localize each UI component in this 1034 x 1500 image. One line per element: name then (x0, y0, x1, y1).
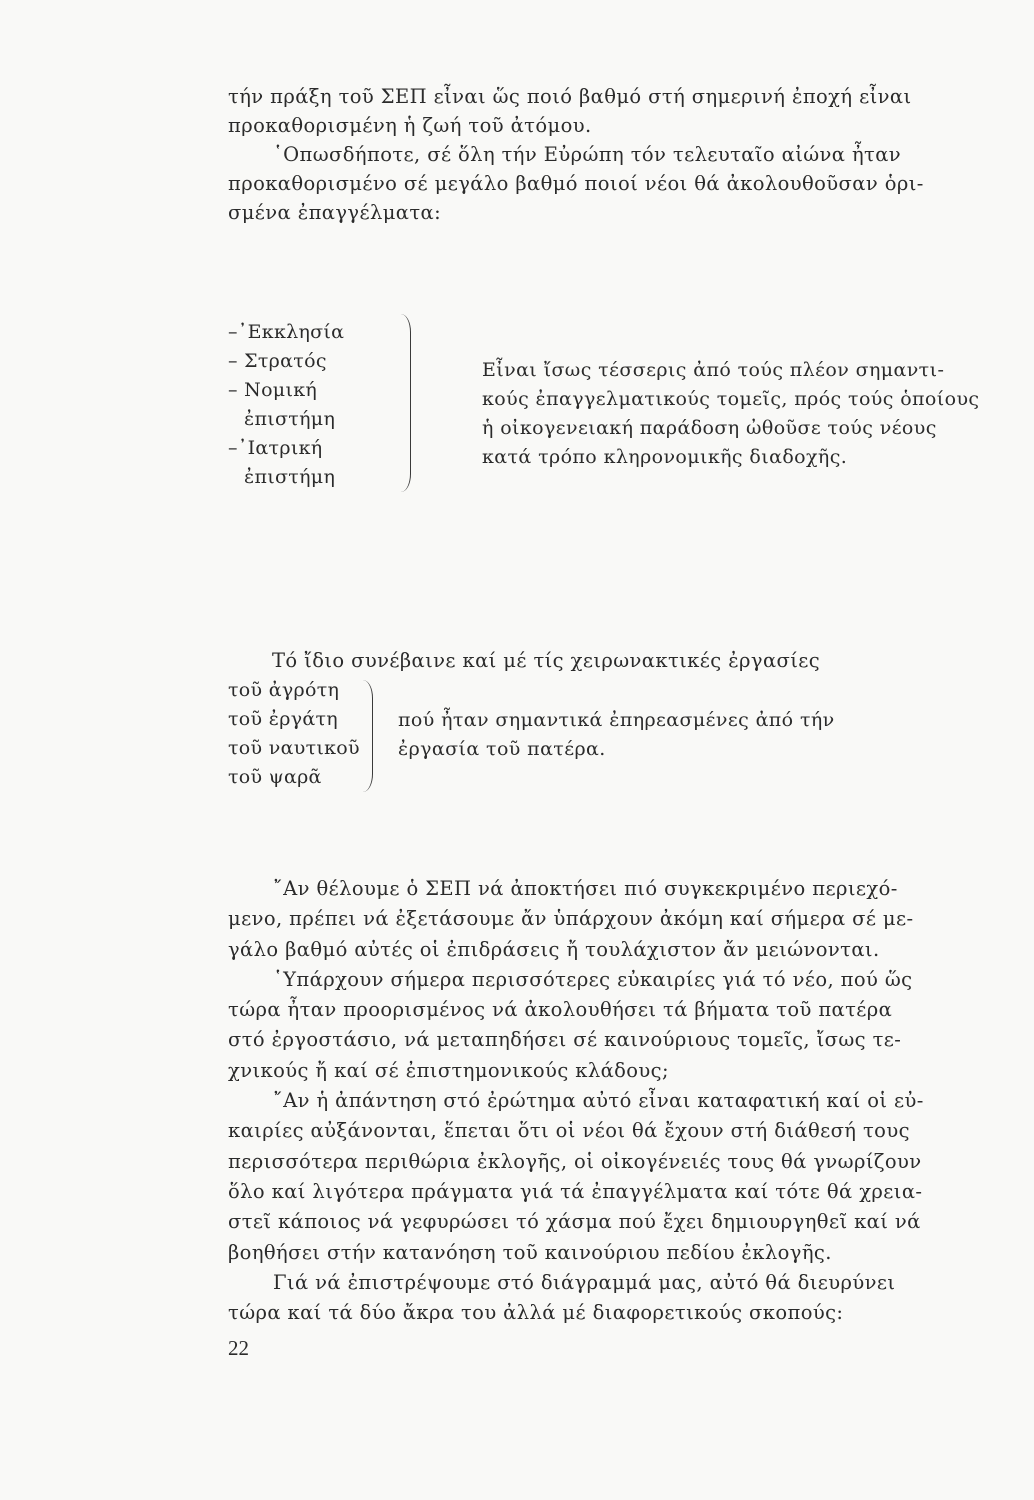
list-item: τοῦ ἐργάτη (228, 708, 338, 730)
bracket-divider (358, 680, 373, 792)
list-item: – Νομική (228, 379, 318, 401)
text-line: Γιά νά ἐπιστρέψουμε στό διάγραμμά μας, αὐτό θά διευρύνει (273, 1270, 896, 1294)
text-line: στό ἐργοστάσιο, νά μεταπηδήσει σέ καινούριους τομεῖς, ἴσως τε- (228, 1028, 902, 1052)
text-line: Τό ἴδιο συνέβαινε καί μέ τίς χειρωνακτικές ἐργασίες (272, 649, 821, 672)
list-item: –᾿Ιατρική (228, 437, 323, 459)
text-line: προκαθορισμένο σέ μεγάλο βαθμό ποιοί νέοι θά ἀκολουθοῦσαν ὁρι- (228, 172, 924, 195)
text-line: ἡ οἰκογενειακή παράδοση ὠθοῦσε τούς νέους (482, 417, 937, 439)
text-line: τώρα καί τά δύο ἄκρα του ἀλλά μέ διαφορετικούς σκοπούς: (228, 1301, 844, 1325)
list-item: ἐπιστήμη (244, 466, 336, 488)
list-item: τοῦ ναυτικοῦ (228, 737, 360, 759)
text-line: σμένα ἐπαγγέλματα: (228, 201, 442, 224)
text-line: τήν πράξη τοῦ ΣΕΠ εἶναι ὥς ποιό βαθμό στή σημερινή ἐποχή εἶναι (228, 85, 912, 108)
text-line: κούς ἐπαγγελματικούς τομεῖς, πρός τούς ὁποίους (482, 388, 980, 410)
professions-note (482, 356, 979, 472)
list-item: τοῦ ἀγρότη (228, 679, 340, 701)
page-number: 22 (228, 1336, 249, 1360)
list-item: ἐπιστήμη (244, 408, 336, 430)
list-item: – Στρατός (228, 350, 327, 372)
text-line: περισσότερα περιθώρια ἐκλογῆς, οἱ οἰκογένειές τους θά γνωρίζουν (228, 1149, 922, 1173)
manual-heading (272, 646, 962, 675)
manual-list (228, 676, 360, 792)
text-line: ῾Υπάρχουν σήμερα περισσότερες εὐκαιρίες γιά τό νέο, πού ὥς (273, 967, 913, 991)
text-line: ῎Αν ἡ ἀπάντηση στό ἐρώτημα αὐτό εἶναι καταφατική καί οἱ εὐ- (273, 1089, 924, 1113)
text-line: κατά τρόπο κληρονομικῆς διαδοχῆς. (482, 446, 848, 468)
body-paragraph (228, 874, 963, 1328)
text-line: βοηθήσει στήν κατανόηση τοῦ καινούριου πεδίου ἐκλογῆς. (228, 1240, 832, 1264)
text-line: προκαθορισμένη ἡ ζωή τοῦ ἀτόμου. (228, 114, 592, 137)
text-line: ῎Αν θέλουμε ὁ ΣΕΠ νά ἀποκτήσει πιό συγκεκριμένο περιεχό- (273, 877, 898, 900)
list-item: –᾿Εκκλησία (228, 321, 345, 343)
text-line: μενο, πρέπει νά ἐξετάσουμε ἄν ὑπάρχουν ἀκόμη καί σήμερα σέ με- (228, 907, 914, 931)
text-line: καιρίες αὐξάνονται, ἕπεται ὅτι οἱ νέοι θά ἔχουν στή διάθεσή τους (228, 1119, 910, 1143)
manual-note (398, 706, 835, 764)
text-line: στεῖ κάποιος νά γεφυρώσει τό χάσμα πού ἔχει δημιουργηθεῖ καί νά (228, 1210, 921, 1234)
text-line: Εἶναι ἴσως τέσσερις ἀπό τούς πλέον σημαντι- (482, 359, 945, 381)
text-line: πού ἦταν σημαντικά ἐπηρεασμένες ἀπό τήν (398, 709, 835, 731)
text-line: γάλο βαθμό αὐτές οἱ ἐπιδράσεις ἤ τουλάχιστον ἄν μειώνονται. (228, 937, 880, 961)
professions-list (228, 318, 344, 492)
list-item: τοῦ ψαρᾶ (228, 766, 322, 788)
bracket-divider (396, 314, 411, 492)
text-line: ἐργασία τοῦ πατέρα. (398, 738, 606, 760)
text-line: ὅλο καί λιγότερα πράγματα γιά τά ἐπαγγέλματα καί τότε θά χρεια- (228, 1179, 923, 1203)
text-line: τώρα ἦταν προορισμένος νά ἀκολουθήσει τά βήματα τοῦ πατέρα (228, 998, 893, 1022)
text-line: ῾Οπωσδήποτε, σέ ὅλη τήν Εὐρώπη τόν τελευταῖο αἰώνα ἦταν (273, 143, 902, 166)
text-line: χνικούς ἤ καί σέ ἐπιστημονικούς κλάδους; (228, 1058, 669, 1082)
intro-paragraph (228, 82, 963, 227)
